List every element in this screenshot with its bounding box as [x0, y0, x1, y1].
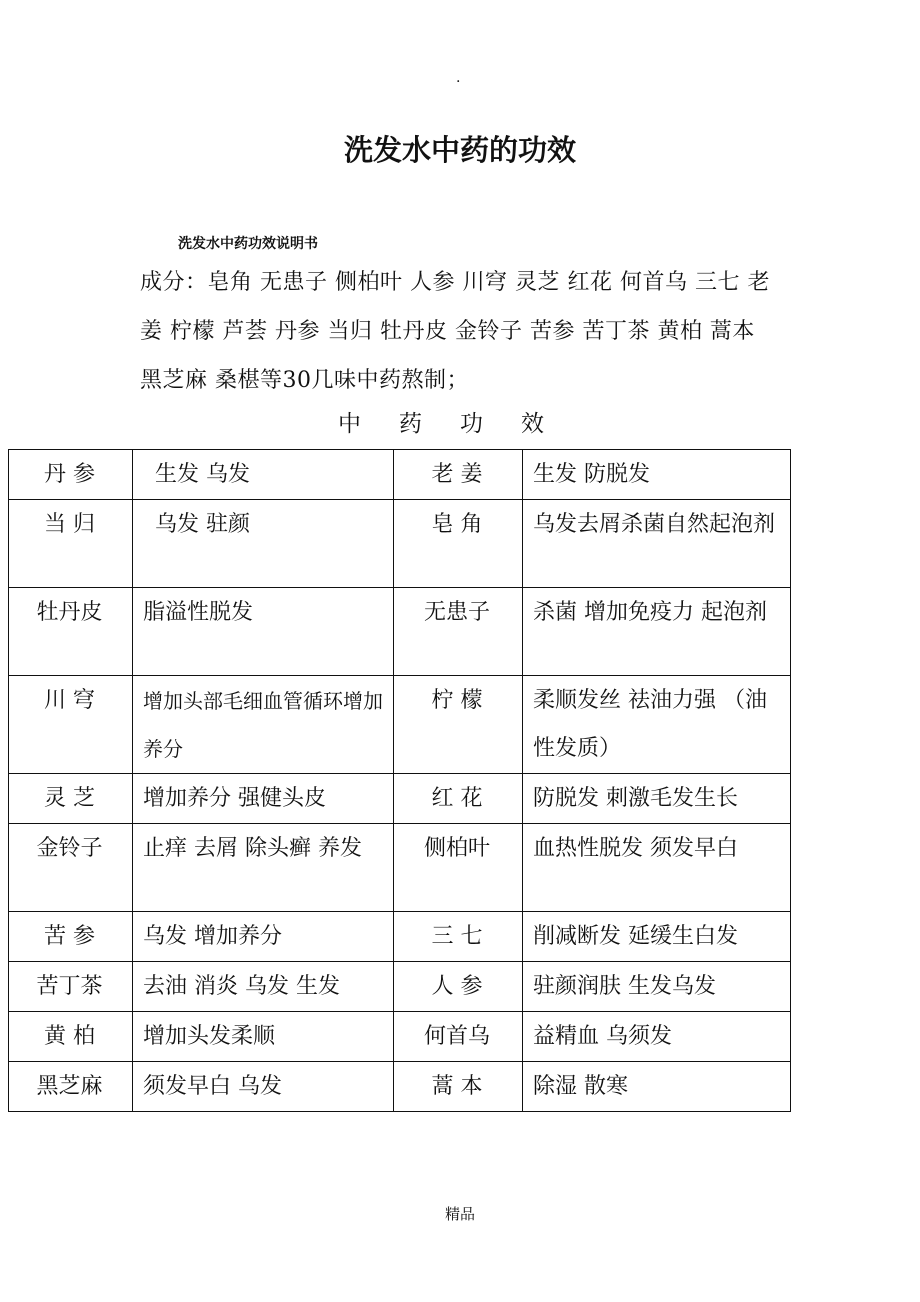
herb-effect: 杀菌 增加免疫力 起泡剂	[523, 588, 791, 676]
section-heading-char: 药	[399, 411, 422, 437]
herb-name: 老 姜	[394, 450, 523, 500]
section-heading	[338, 404, 582, 444]
herb-effect: 除湿 散寒	[523, 1062, 791, 1112]
herb-name: 人 参	[394, 962, 523, 1012]
table-row	[9, 450, 791, 500]
herb-name: 当 归	[9, 500, 133, 588]
herb-name: 三 七	[394, 912, 523, 962]
herb-name: 黑芝麻	[9, 1062, 133, 1112]
herb-name: 侧柏叶	[394, 824, 523, 912]
header-mark: .	[456, 70, 461, 86]
table-row	[9, 1012, 791, 1062]
herb-effect: 驻颜润肤 生发乌发	[523, 962, 791, 1012]
herb-effects-table	[8, 449, 791, 1112]
table-row	[9, 500, 791, 588]
herb-name: 苦丁茶	[9, 962, 133, 1012]
herb-effect: 生发 乌发	[133, 450, 394, 500]
section-heading-char: 中	[338, 411, 361, 437]
herb-name: 无患子	[394, 588, 523, 676]
page-title: 洗发水中药的功效	[343, 133, 576, 167]
document-subtitle: 洗发水中药功效说明书	[178, 236, 318, 252]
table-row	[9, 774, 791, 824]
herb-effect: 脂溢性脱发	[133, 588, 394, 676]
herb-name: 丹 参	[9, 450, 133, 500]
herb-name: 黄 柏	[9, 1012, 133, 1062]
herb-effect: 益精血 乌须发	[523, 1012, 791, 1062]
herb-effect: 乌发 驻颜	[133, 500, 394, 588]
herb-effect: 去油 消炎 乌发 生发	[133, 962, 394, 1012]
table-row	[9, 824, 791, 912]
herb-effect: 乌发去屑杀菌自然起泡剂	[523, 500, 791, 588]
table-row	[9, 588, 791, 676]
herb-name: 川 穹	[9, 676, 133, 774]
ingredients-paragraph: 成分：皂角 无患子 侧柏叶 人参 川穹 灵芝 红花 何首乌 三七 老姜 柠檬 芦荟 丹参 当归 牡丹皮 金铃子 苦参 苦丁茶 黄柏 蒿本 黑芝麻 桑椹等30几味中药熬制；	[140, 270, 770, 393]
table-row	[9, 1062, 791, 1112]
table-row	[9, 676, 791, 774]
herb-name: 何首乌	[394, 1012, 523, 1062]
herb-name: 灵 芝	[9, 774, 133, 824]
herb-effect: 血热性脱发 须发早白	[523, 824, 791, 912]
herb-effect: 增加头发柔顺	[133, 1012, 394, 1062]
section-heading-char: 功	[460, 411, 483, 437]
herb-effect: 柔顺发丝 祛油力强 （油性发质）	[523, 676, 791, 774]
table-row	[9, 962, 791, 1012]
herb-name: 蒿 本	[394, 1062, 523, 1112]
herb-effect: 防脱发 刺激毛发生长	[523, 774, 791, 824]
herb-effect: 乌发 增加养分	[133, 912, 394, 962]
page-footer: 精品	[444, 1205, 475, 1223]
section-heading-char: 效	[521, 411, 544, 437]
herb-name: 金铃子	[9, 824, 133, 912]
herb-name: 牡丹皮	[9, 588, 133, 676]
herb-effect: 生发 防脱发	[523, 450, 791, 500]
herb-effect: 须发早白 乌发	[133, 1062, 394, 1112]
herb-effect: 增加头部毛细血管循环增加养分	[133, 676, 394, 774]
herb-name: 苦 参	[9, 912, 133, 962]
herb-name: 皂 角	[394, 500, 523, 588]
herb-effect: 止痒 去屑 除头癣 养发	[133, 824, 394, 912]
herb-effect: 增加养分 强健头皮	[133, 774, 394, 824]
herb-effect: 削减断发 延缓生白发	[523, 912, 791, 962]
herb-name: 柠 檬	[394, 676, 523, 774]
herb-name: 红 花	[394, 774, 523, 824]
table-row	[9, 912, 791, 962]
